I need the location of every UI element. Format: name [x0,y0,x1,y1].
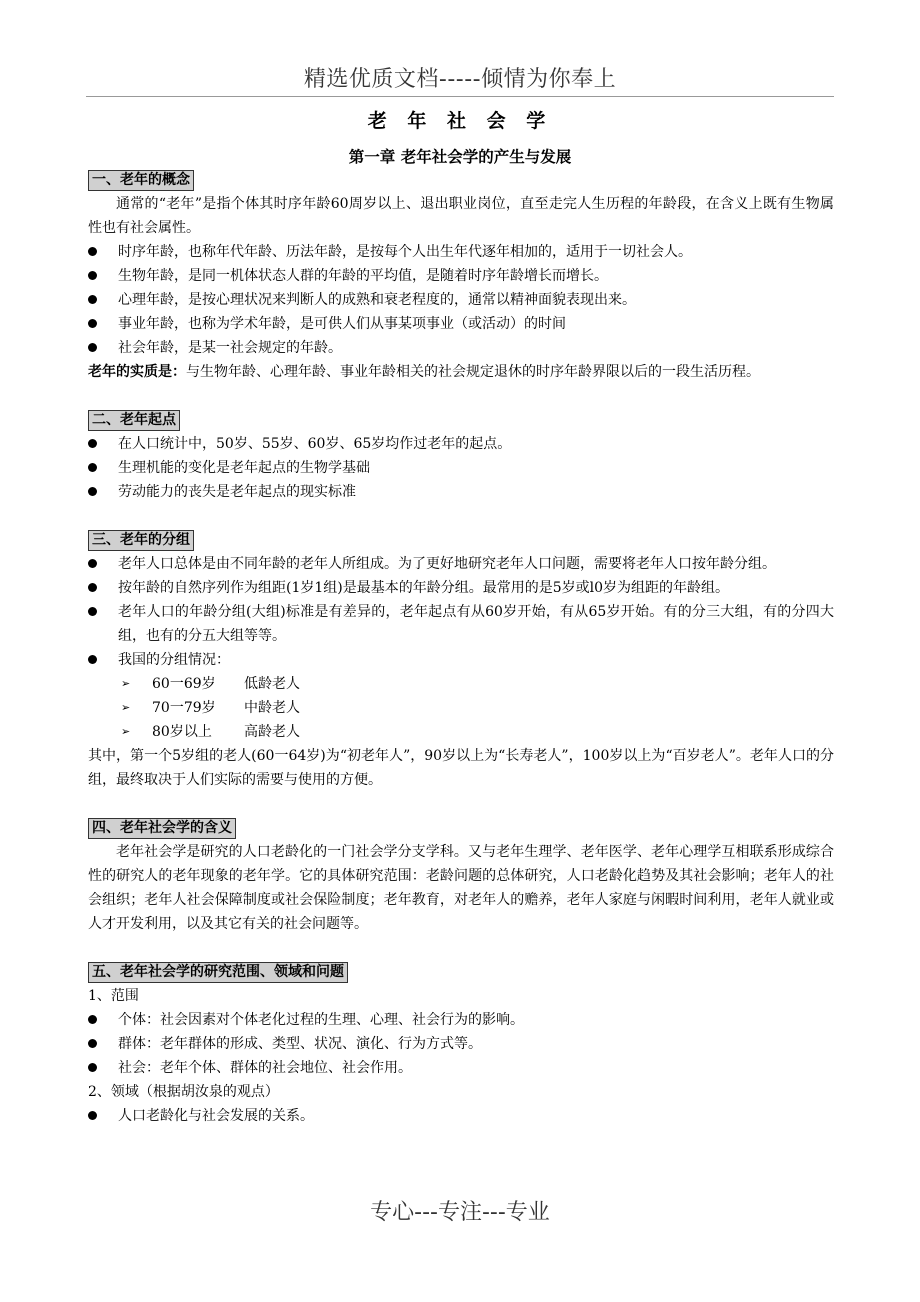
subheading: 1、范围 [88,988,139,1004]
list-item [88,456,834,480]
list-item [88,336,834,360]
list-item [88,600,834,648]
bullet-dot-icon [88,607,97,616]
age-group-item [88,672,834,696]
bullet-dot-icon [88,1063,97,1072]
list-item [88,432,834,456]
list-item-text: 个体：社会因素对个体老化过程的生理、心理、社会行为的影响。 [118,1012,524,1028]
essence-paragraph [88,360,834,384]
bullet-dot-icon [88,319,97,328]
section-1 [88,168,834,384]
essence-label: 老年的实质是： [88,364,186,380]
list-item-text: 群体：老年群体的形成、类型、状况、演化、行为方式等。 [118,1036,482,1052]
list-item-text: 老年人口的年龄分组(大组)标准是有差异的，老年起点有从60岁开始，有从65岁开始。有的分三大组，有的分四大组，也有的分五大组等等。 [118,604,834,644]
bullet-dot-icon [88,247,97,256]
subheading: 2、领域（根据胡汝泉的观点） [88,1084,279,1100]
list-item [88,480,834,504]
age-group-name: 中龄老人 [244,700,300,716]
section-4 [88,816,834,936]
paragraph: 老年社会学是研究的人口老龄化的一门社会学分支学科。又与老年生理学、老年医学、老年心理学互相联系形成综合性的研究人的老年现象的老年学。它的具体研究范围：老龄问题的总体研究，人口老龄化趋势及其社会影响；老年人的社会组织；老年人社会保障制度或社会保险制度；老年教育，对老年人的赡养，老年人家庭与闲暇时间利用，老年人就业或人才开发利用，以及其它有关的社会问题等。 [88,844,834,932]
paragraph: 其中，第一个5岁组的老人(60一64岁)为“初老年人”，90岁以上为“长寿老人”，100岁以上为“百岁老人”。老年人口的分组，最终取决于人们实际的需要与使用的方便。 [88,748,834,788]
list-item [88,1008,834,1032]
list-item-text: 在人口统计中，50岁、55岁、60岁、65岁均作过老年的起点。 [118,436,512,452]
list-item [88,576,834,600]
list-item [88,1104,834,1128]
section-5 [88,960,834,1128]
bullet-dot-icon [88,439,97,448]
section-heading: 三、老年的分组 [88,530,194,551]
list-item [88,552,834,576]
age-group-name: 高龄老人 [244,724,300,740]
list-item-text: 按年龄的自然序列作为组距(1岁1组)是最基本的年龄分组。最常用的是5岁或l0岁为组距的年龄组。 [118,580,730,596]
bullet-dot-icon [88,1015,97,1024]
list-item-text: 老年人口总体是由不同年龄的老年人所组成。为了更好地研究老年人口问题，需要将老年人口按年龄分组。 [118,556,776,572]
section-3 [88,528,834,792]
age-range: 80岁以上 [152,724,212,740]
age-range: 70一79岁 [152,700,216,716]
document-title: 老 年 社 会 学 [367,110,553,132]
list-item [88,288,834,312]
bullet-dot-icon [88,271,97,280]
list-item-text: 时序年龄，也称年代年龄、历法年龄，是按每个人出生年代逐年相加的，适用于一切社会人。 [118,244,692,260]
age-group-item [88,696,834,720]
header-rule [86,96,834,97]
spacer [88,504,834,528]
document-body [88,168,834,1128]
list-item-text: 生物年龄，是同一机体状态人群的年龄的平均值，是随着时序年龄增长而增长。 [118,268,608,284]
arrow-right-icon: ➢ [121,725,131,738]
spacer [88,936,834,960]
list-item-text: 人口老龄化与社会发展的关系。 [118,1108,314,1124]
page-header: 精选优质文档-----倾情为你奉上 [303,67,617,92]
age-group-name: 低龄老人 [244,676,300,692]
chapter-title: 第一章 老年社会学的产生与发展 [348,148,572,166]
list-item [88,1032,834,1056]
list-item [88,240,834,264]
age-range: 60一69岁 [152,676,216,692]
section-heading: 一、老年的概念 [88,170,194,191]
spacer [88,792,834,816]
paragraph: 通常的“老年”是指个体其时序年龄60周岁以上、退出职业岗位，直至走完人生历程的年龄段，在含义上既有生物属性也有社会属性。 [88,196,834,236]
section-2 [88,408,834,504]
bullet-dot-icon [88,487,97,496]
bullet-dot-icon [88,583,97,592]
list-item [88,1056,834,1080]
list-item-text: 我国的分组情况： [118,652,230,668]
list-item-text: 社会：老年个体、群体的社会地位、社会作用。 [118,1060,412,1076]
bullet-dot-icon [88,343,97,352]
bullet-dot-icon [88,295,97,304]
bullet-dot-icon [88,559,97,568]
age-group-item [88,720,834,744]
bullet-dot-icon [88,655,97,664]
list-item [88,312,834,336]
section-heading: 二、老年起点 [88,410,180,431]
list-item [88,648,834,672]
arrow-right-icon: ➢ [121,677,131,690]
essence-text: 与生物年龄、心理年龄、事业年龄相关的社会规定退休的时序年龄界限以后的一段生活历程。 [186,364,760,380]
bullet-dot-icon [88,1039,97,1048]
section-heading: 四、老年社会学的含义 [88,818,236,839]
list-item-text: 生理机能的变化是老年起点的生物学基础 [118,460,370,476]
arrow-right-icon: ➢ [121,701,131,714]
spacer [88,384,834,408]
list-item [88,264,834,288]
list-item-text: 社会年龄，是某一社会规定的年龄。 [118,340,342,356]
list-item-text: 事业年龄，也称为学术年龄，是可供人们从事某项事业（或活动）的时间 [118,316,566,332]
bullet-dot-icon [88,1111,97,1120]
list-item-text: 劳动能力的丧失是老年起点的现实标准 [118,484,356,500]
section-heading: 五、老年社会学的研究范围、领域和问题 [88,962,348,983]
list-item-text: 心理年龄，是按心理状况来判断人的成熟和衰老程度的，通常以精神面貌表现出来。 [118,292,636,308]
page-footer: 专心---专注---专业 [370,1200,550,1225]
bullet-dot-icon [88,463,97,472]
